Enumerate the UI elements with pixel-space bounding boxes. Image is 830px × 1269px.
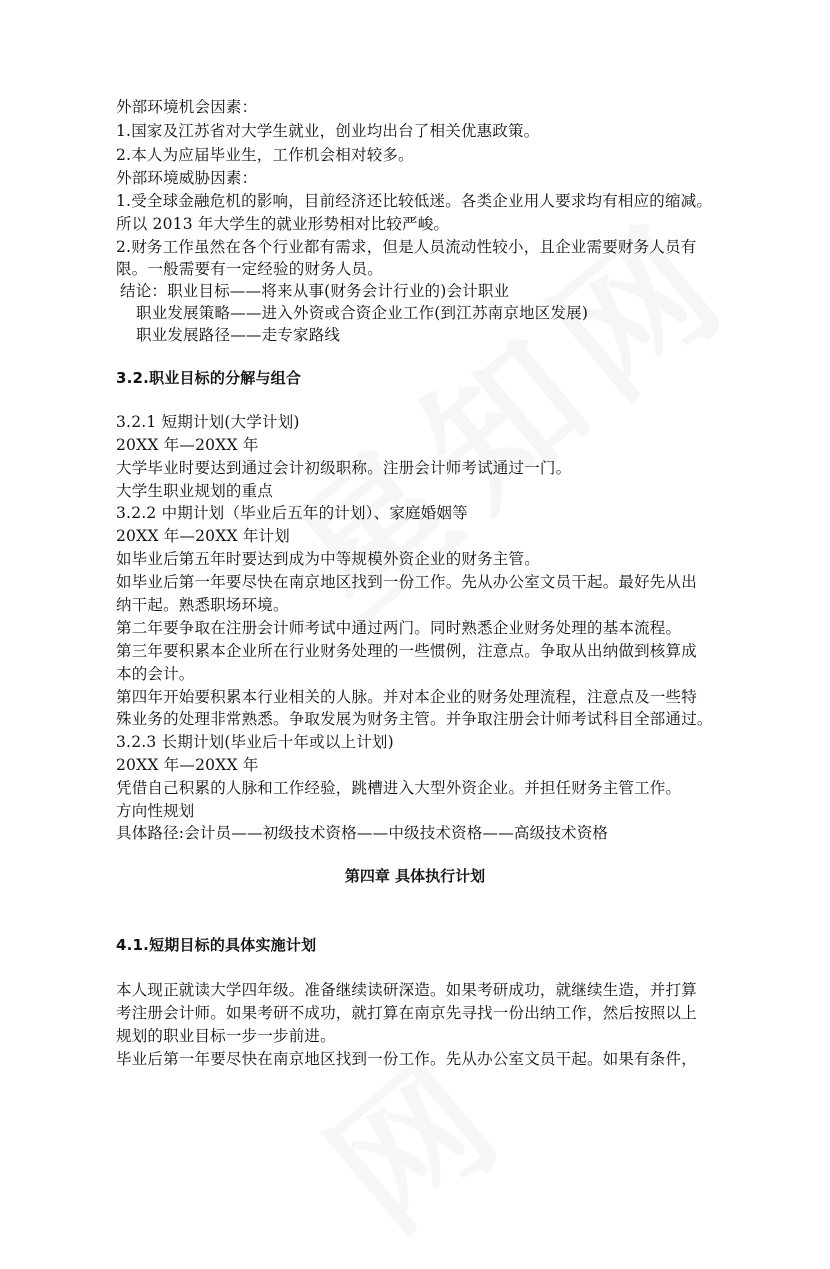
mid-plan-goal: 如毕业后第五年时要达到成为中等规模外资企业的财务主管。 xyxy=(116,550,540,568)
section-heading-3-2: 3.2.职业目标的分解与组合 xyxy=(116,369,302,387)
mid-plan-year2: 第二年要争取在注册会计师考试中通过两门。同时熟悉企业财务处理的基本流程。 xyxy=(116,619,682,637)
conclusion-line-2: 职业发展策略——进入外资或合资企业工作(到江苏南京地区发展) xyxy=(136,304,589,322)
paragraph-1-line-2: 考注册会计师。如果考研不成功，就打算在南京先寻找一份出纳工作，然后按照以上 xyxy=(116,1004,697,1022)
threat-item-2-line-2: 限。一般需要有一定经验的财务人员。 xyxy=(116,260,383,278)
threat-title: 外部环境威胁因素： xyxy=(116,169,258,187)
mid-plan-year3-line-2: 本的会计。 xyxy=(116,665,195,683)
long-plan-title: 3.2.3 长期计划(毕业后十年或以上计划) xyxy=(116,733,394,751)
opportunity-item-2: 2.本人为应届毕业生，工作机会相对较多。 xyxy=(116,146,414,164)
threat-item-1-line-2: 所以 2013 年大学生的就业形势相对比较严峻。 xyxy=(116,215,450,233)
career-path: 具体路径:会计员——初级技术资格——中级技术资格——高级技术资格 xyxy=(116,824,609,842)
chapter-title: 第四章 具体执行计划 xyxy=(344,867,486,885)
opportunity-item-1: 1.国家及江苏省对大学生就业，创业均出台了相关优惠政策。 xyxy=(116,122,540,140)
paragraph-2-line-1: 毕业后第一年要尽快在南京地区找到一份工作。先从办公室文员干起。如果有条件， xyxy=(116,1050,697,1068)
mid-plan-years: 20XX 年—20XX 年计划 xyxy=(116,527,290,545)
mid-plan-year1-line-2: 纳干起。熟悉职场环境。 xyxy=(116,596,289,614)
short-plan-goal: 大学毕业时要达到通过会计初级职称。注册会计师考试通过一门。 xyxy=(116,459,572,477)
long-plan-goal: 凭借自己积累的人脉和工作经验，跳槽进入大型外资企业。并担任财务主管工作。 xyxy=(116,779,682,797)
short-plan-years: 20XX 年—20XX 年 xyxy=(116,436,259,454)
opportunity-title: 外部环境机会因素： xyxy=(116,98,258,116)
section-heading-4-1: 4.1.短期目标的具体实施计划 xyxy=(116,936,317,954)
conclusion-line-3: 职业发展路径——走专家路线 xyxy=(136,326,341,344)
short-plan-focus: 大学生职业规划的重点 xyxy=(116,482,274,500)
mid-plan-year3-line-1: 第三年要积累本企业所在行业财务处理的一些惯例，注意点。争取从出纳做到核算成 xyxy=(116,642,697,660)
mid-plan-year4-line-1: 第四年开始要积累本行业相关的人脉。并对本企业的财务处理流程，注意点及一些特 xyxy=(116,688,697,706)
threat-item-2-line-1: 2.财务工作虽然在各个行业都有需求，但是人员流动性较小，且企业需要财务人员有 xyxy=(116,238,697,256)
watermark-bottom xyxy=(278,1007,532,1269)
paragraph-1-line-3: 规划的职业目标一步一步前进。 xyxy=(116,1027,336,1045)
conclusion-line-1: 结论：职业目标——将来从事(财务会计行业的)会计职业 xyxy=(120,282,510,300)
long-plan-years: 20XX 年—20XX 年 xyxy=(116,756,259,774)
threat-item-1-line-1: 1.受全球金融危机的影响，目前经济还比较低迷。各类企业用人要求均有相应的缩减。 xyxy=(116,192,713,210)
short-plan-title: 3.2.1 短期计划(大学计划) xyxy=(116,413,300,431)
direction-planning: 方向性规划 xyxy=(116,802,195,820)
paragraph-1-line-1: 本人现正就读大学四年级。准备继续读研深造。如果考研成功，就继续生造，并打算 xyxy=(116,981,697,999)
mid-plan-year1-line-1: 如毕业后第一年要尽快在南京地区找到一份工作。先从办公室文员干起。最好先从出 xyxy=(116,573,697,591)
mid-plan-year4-line-2: 殊业务的处理非常熟悉。争取发展为财务主管。并争取注册会计师考试科目全部通过。 xyxy=(116,710,713,728)
mid-plan-title: 3.2.2 中期计划（毕业后五年的计划）、家庭婚姻等 xyxy=(116,504,468,522)
